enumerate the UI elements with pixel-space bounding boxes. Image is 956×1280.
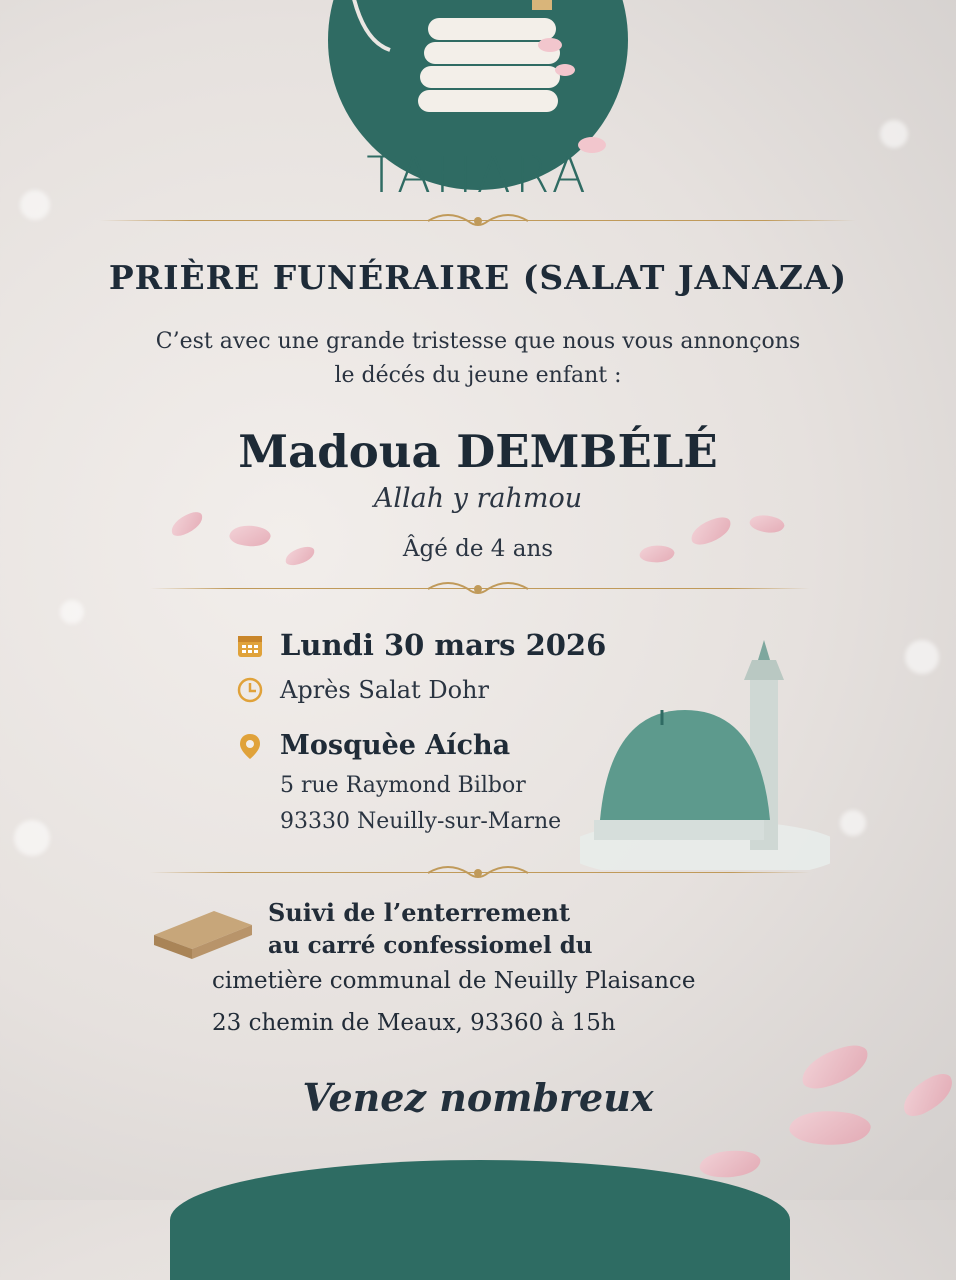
burial-line-2: cimetière communal de Neuilly Plaisance <box>212 968 696 994</box>
brand-name: TAHARA <box>366 146 590 204</box>
petal-decoration <box>168 510 206 539</box>
coffin-icon <box>150 905 256 965</box>
petal-decoration <box>748 510 786 539</box>
address-line-2: 93330 Neuilly-sur-Marne <box>280 809 562 834</box>
deceased-name: Madoua DEMBÉLÉ <box>238 425 718 478</box>
bokeh-light <box>60 600 84 624</box>
burial-line-3: 23 chemin de Meaux, 93360 à 15h <box>212 1010 616 1036</box>
page-title: PRIÈRE FUNÉRAIRE (SALAT JANAZA) <box>108 258 848 297</box>
bottom-teal-band <box>170 1160 790 1280</box>
event-place <box>236 730 510 761</box>
location-pin-icon <box>236 732 264 760</box>
mosque-illustration <box>580 640 830 870</box>
event-time <box>236 676 489 704</box>
bokeh-light <box>14 820 50 856</box>
time-text: Après Salat Dohr <box>280 676 489 704</box>
bokeh-light <box>905 640 939 674</box>
bokeh-light <box>840 810 866 836</box>
clock-icon <box>236 676 264 704</box>
burial-line-1: au carré confessiomel du <box>268 932 593 959</box>
mosque-address <box>280 768 561 840</box>
date-text: Lundi 30 mars 2026 <box>280 628 607 662</box>
address-line-1: 5 rue Raymond Bilbor <box>280 773 526 798</box>
burial-title-text: Suivi de l’enterrement <box>268 898 571 927</box>
age-text: Âgé de 4 ans <box>402 536 554 562</box>
mosque-name: Mosquèe Aícha <box>280 730 511 761</box>
ornament-divider <box>418 576 538 602</box>
burial-title <box>268 898 570 927</box>
intro-line-1: C’est avec une grande tristesse que nous vous annonçons <box>155 329 801 354</box>
ornament-divider <box>418 860 538 886</box>
prayer-text: Allah y rahmou <box>373 483 583 514</box>
event-date <box>236 628 606 662</box>
petal-decoration <box>699 1147 761 1180</box>
closing-text: Venez nombreux <box>302 1075 654 1120</box>
bokeh-light <box>880 120 908 148</box>
calendar-icon <box>236 631 264 659</box>
intro-text <box>0 325 956 393</box>
intro-line-2: le décés du jeune enfant : <box>334 363 622 388</box>
ornament-divider <box>418 208 538 234</box>
